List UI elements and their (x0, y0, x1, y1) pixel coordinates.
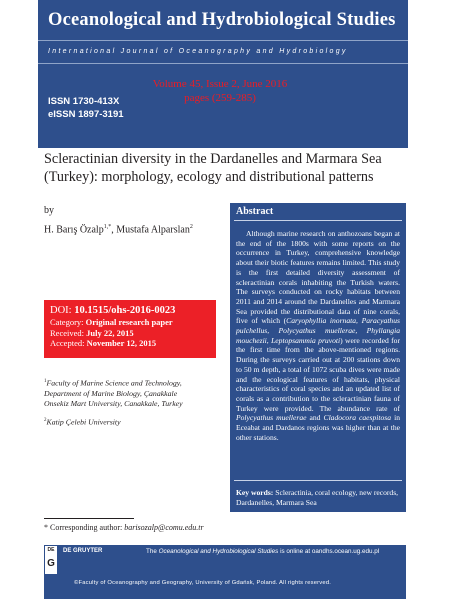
category-label: Category: (50, 317, 86, 327)
affiliation-2 (44, 416, 121, 428)
affiliation-superscript: 1 (44, 379, 47, 384)
affiliation-text: Katip Çelebi University (46, 417, 121, 427)
accepted-label: Accepted: (50, 338, 87, 348)
footnote-label: Corresponding author: (50, 523, 125, 532)
author-name: H. Barış Özalp (44, 224, 104, 236)
pages-info: pages (259-285) (184, 92, 256, 104)
abstract-divider (234, 220, 402, 221)
author-superscript: 2 (189, 224, 193, 230)
online-notice (146, 548, 379, 555)
banner-divider (38, 40, 408, 41)
doi-label: DOI: (50, 305, 75, 316)
online-journal-name: Oceanological and Hydrobiological Studies (158, 548, 279, 555)
author-name: Mustafa Alparslan (116, 224, 190, 236)
issn: ISSN 1730-413X (48, 96, 120, 107)
journal-subtitle: International Journal of Oceanography and Hydrobiology (48, 48, 348, 55)
author-separator: , (111, 224, 117, 236)
keywords (236, 488, 400, 507)
paper-title: Scleractinian diversity in the Dardanelles and Marmara Sea (Turkey): morphology, ecology and distributional patterns (44, 151, 382, 185)
online-text: The (146, 548, 159, 555)
affiliation-text: Onsekiz Mart University, Canakkale, Turkey (44, 398, 183, 408)
affiliation-superscript: 2 (44, 418, 47, 423)
footnote-mark: * (44, 523, 50, 532)
copyright-notice: ©Faculty of Oceanography and Geography, University of Gdańsk, Poland. All rights reserved. (74, 580, 332, 586)
accepted-line (50, 338, 210, 349)
abstract-text: in Eceabat and Dardanos regions was higher than at the other stations. (236, 413, 400, 442)
abstract-box (230, 203, 406, 512)
abstract-divider (234, 480, 402, 481)
abstract-text: Although marine research on anthozoans began at the end of the 1800s with some reports on the occurrence in Turkey, comprehensive knowledge about their biotic features remains limited. This study is the first detailed diversity assessment of scleractinian corals inhabiting the Turkish waters. The surveys conducted on rocky habitats between 2011 and 2014 around the Dardanelles and Marmara Sea provided the distributional data of nine corals, five of which ( (236, 229, 400, 326)
author-superscript: 1,* (103, 224, 112, 230)
corresponding-author (44, 523, 204, 532)
abstract-text: and (306, 413, 324, 423)
doi-line (50, 304, 210, 317)
article-info-box (44, 300, 216, 358)
keywords-label: Key words: (236, 488, 276, 497)
eissn: eISSN 1897-3191 (48, 109, 124, 120)
species-name: Cladocora caespitosa (323, 413, 392, 423)
author-list (44, 224, 193, 235)
category-line (50, 317, 210, 328)
by-label: by (44, 205, 54, 216)
species-names: Caryophyllia inornata, Paracyathus pulchellus, Polycyathus muellerae, Phyllangia mouchezii, Leptopsammia pruvoti (236, 316, 400, 345)
abstract-heading: Abstract (236, 206, 274, 217)
logo-text: G (47, 558, 55, 569)
received-line (50, 328, 210, 339)
abstract-text: ) were recorded for the first time from the above-mentioned regions. During the surveys carried out at 200 stations down to 50 m depth, a total of 1072 scuba dives were made and the ecological features of habitats, physical characteristics of coral species and an updated list of corals as a contribution to the scleractinian fauna of Turkey were provided. The abundance rate of (236, 335, 400, 413)
accepted-value: November 12, 2015 (86, 338, 157, 348)
received-label: Received: (50, 327, 87, 338)
logo-text: DE (47, 547, 55, 553)
online-text[interactable]: is online at oandhs.ocean.ug.edu.pl (278, 548, 380, 555)
keywords-text: Scleractinia, coral ecology, new records, Dardanelles, Marmara Sea (236, 488, 399, 507)
species-name: Polycyathus muellerae (236, 413, 307, 423)
doi-link[interactable]: 10.1515/ohs-2016-0023 (74, 305, 176, 316)
banner-divider (38, 63, 408, 64)
category-value: Original research paper (85, 317, 173, 327)
footnote-divider (44, 518, 134, 519)
journal-title: Oceanological and Hydrobiological Studies (48, 10, 396, 30)
abstract-body (236, 229, 400, 442)
affiliation-text: Faculty of Marine Science and Technology, (46, 378, 182, 388)
affiliation-text: Department of Marine Biology, Çanakkale (44, 388, 178, 398)
affiliation-1 (44, 377, 183, 409)
received-value: July 22, 2015 (86, 327, 134, 338)
de-gruyter-logo (44, 545, 58, 575)
publisher-name: DE GRUYTER (63, 548, 103, 554)
author-email[interactable]: barisozalp@comu.edu.tr (124, 523, 204, 532)
volume-info: Volume 45, Issue 2, June 2016 (152, 78, 288, 90)
